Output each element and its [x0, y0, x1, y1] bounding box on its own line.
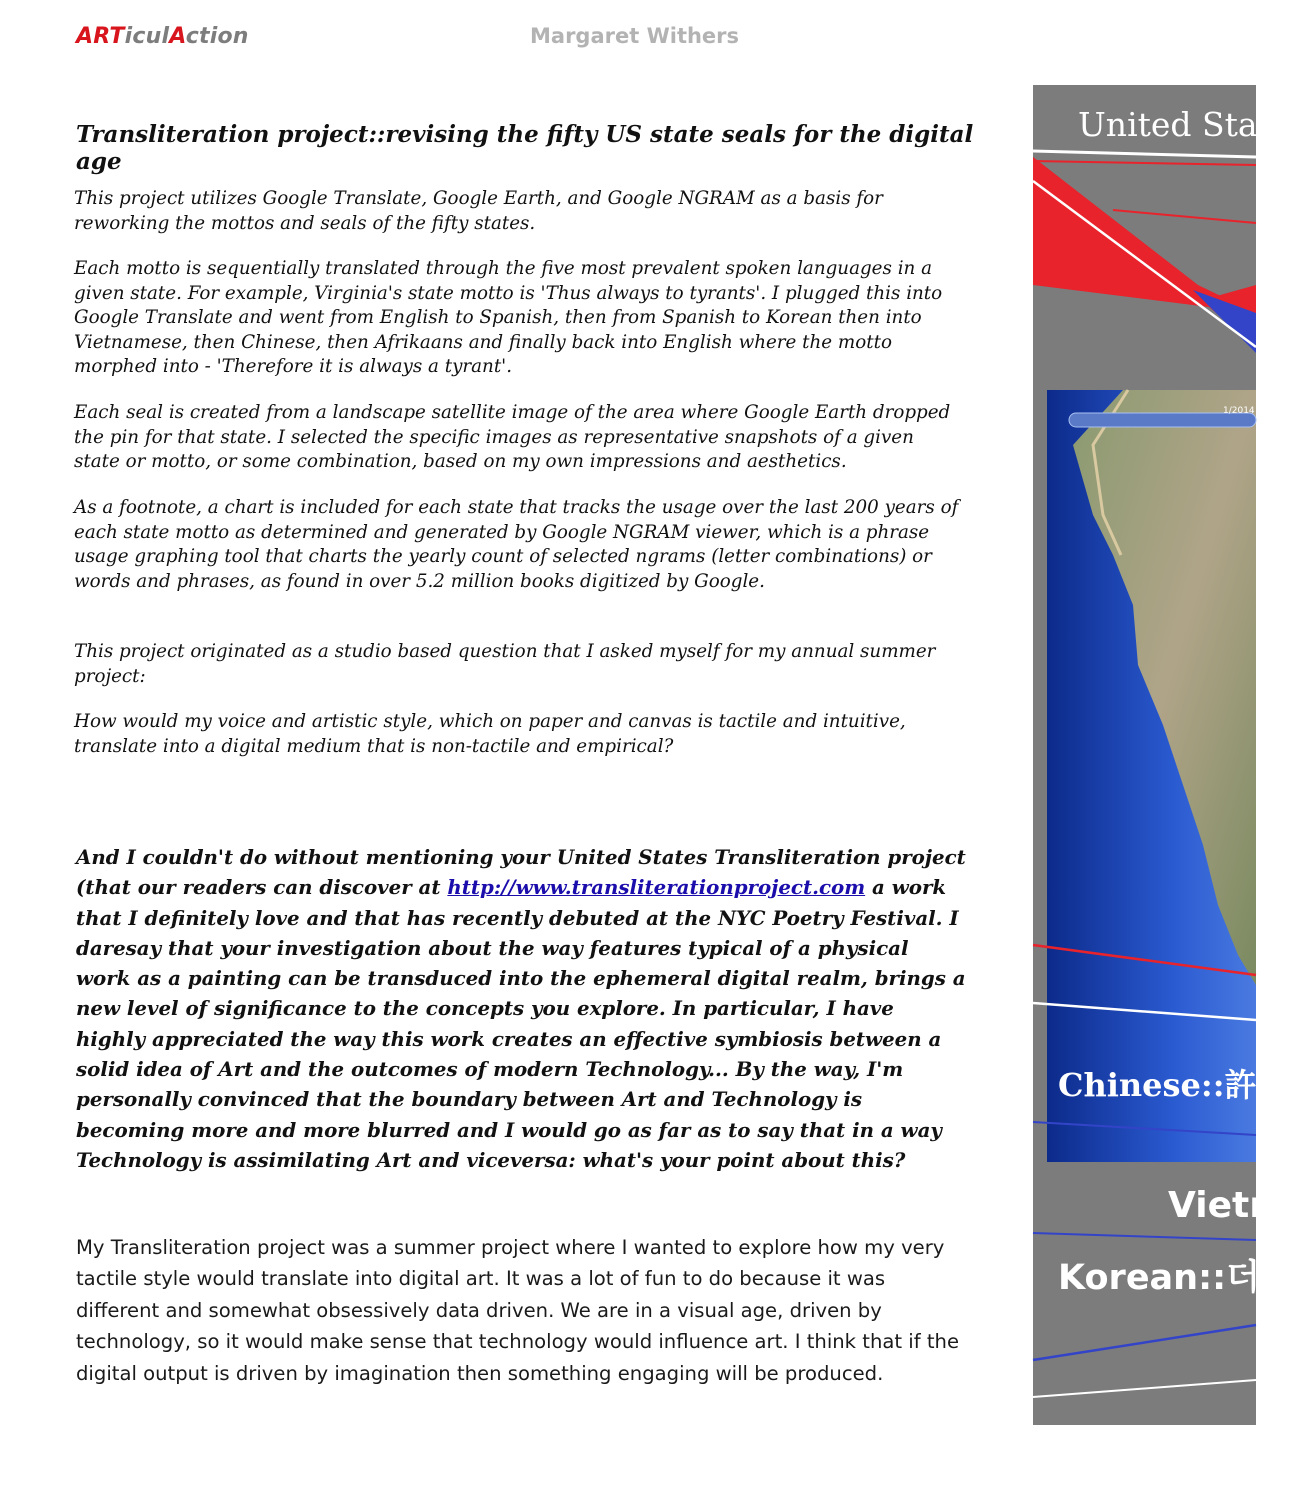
artwork-text-vietnamese: Vietn [1168, 1185, 1275, 1226]
site-logo[interactable] [76, 24, 249, 54]
artwork-text-korean: Korean::더 ( [1058, 1258, 1289, 1298]
logo-part-a: A [169, 24, 186, 49]
map-date: 1/2014 [1223, 406, 1255, 416]
question-text-after: a work that I definitely love and that has recently debuted at the NYC Poetry Festival. I daresay that your investigation about the way features typical of a physical work as a painting can be transduced into the ephemeral digital realm, brings a new level of significance to the concepts you explore. In particular, I have highly appreciated the way this work creates an effective symbiosis between a solid idea of Art and the outcomes of modern Technology... By the way, I'm personally convinced that the boundary between Art and Technology is becoming more and more blurred and I would go as far as to say that in a way Technology is assimilating Art and viceversa: what's your point about this? [76, 875, 966, 1172]
intro-paragraph: How would my voice and artistic style, which on paper and canvas is tactile and intuitive, translate into a digital medium that is non-tactile and empirical? [74, 711, 906, 757]
artwork-image [1033, 85, 1289, 1425]
intro-paragraph: This project originated as a studio based question that I asked myself for my annual summer project: [74, 641, 936, 687]
intro-paragraph: Each seal is created from a landscape satellite image of the area where Google Earth dropped the pin for that state. I selected the specific images as representative snapshots of a given state or motto, or some combination, based on my own impressions and aesthetics. [74, 402, 951, 472]
intro-paragraph: As a footnote, a chart is included for each state that tracks the usage over the last 200 years of each state motto as determined and generated by Google NGRAM viewer, which is a phrase usage graphing tool that charts the yearly count of selected ngrams (letter combinations) or words and phrases, as found in over 5.2 million books digitized by Google. [74, 497, 959, 592]
question-text-before: And I couldn't do without mentioning your United States Transliteration project (that our readers can discover at [76, 845, 966, 900]
artwork-text-top: United Stat [1078, 105, 1271, 144]
interview-question [76, 842, 966, 1175]
logo-part-art: ART [76, 24, 125, 49]
logo-part-icul: icul [124, 24, 170, 49]
logo-part-ction: ction [185, 24, 249, 49]
interview-answer: My Transliteration project was a summer project where I wanted to explore how my very tactile style would translate into digital art. It was a lot of fun to do because it was different and somewhat obsessively data driven. We are in a visual age, driven by technology, so it would make sense that technology would influence art. I think that if the digital output is driven by imagination then something engaging will be produced. [76, 1236, 960, 1385]
project-link[interactable]: http://www.transliterationproject.com [447, 875, 866, 900]
intro-paragraph: This project utilizes Google Translate, Google Earth, and Google NGRAM as a basis for reworking the mottos and seals of the fifty states. [74, 188, 883, 234]
article-title: Transliteration project::revising the fifty US state seals for the digital age [76, 121, 974, 175]
author-name: Margaret Withers [530, 24, 740, 48]
artwork-text-chinese: Chinese::許多 [1058, 1066, 1289, 1104]
intro-paragraph: Each motto is sequentially translated through the five most prevalent spoken languages in a given state. For example, Virginia's state motto is 'Thus always to tyrants'. I plugged this into Google Translate and went from English to Spanish, then from Spanish to Korean then into Vietnamese, then Chinese, then Afrikaans and finally back into English where the motto morphed into - 'Therefore it is always a tyrant'. [74, 258, 943, 377]
